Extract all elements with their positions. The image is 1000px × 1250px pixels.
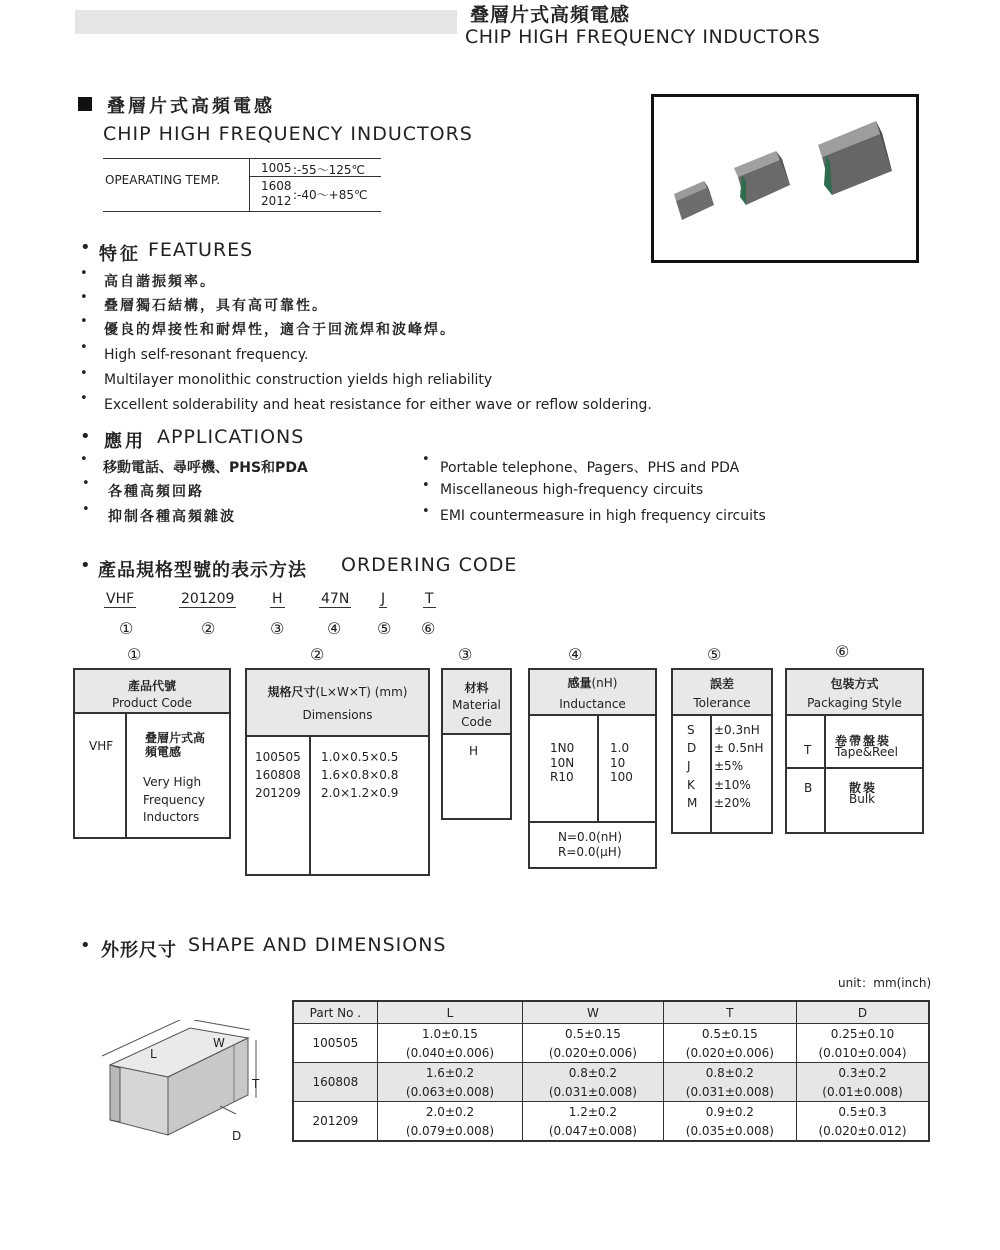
feature-item: Multilayer monolithic construction yields high reliability [104,372,493,388]
bullet-icon: • [82,476,90,491]
table-cell: 0.5±0.15 [523,1024,663,1044]
product-desc-en: Inductors [143,810,200,824]
features-heading-en: FEATURES [148,239,254,261]
temp-label: OPEARATING TEMP. [105,173,221,187]
packaging-cn: 卷帶盤裝 [835,734,892,748]
packaging-en: Bulk [849,792,876,806]
inductance-note: R=0.0(μH) [558,845,622,859]
code-number: ④ [327,619,342,638]
bullet-icon: • [82,502,90,517]
box-number: ③ [458,645,473,664]
table-row [293,1121,929,1141]
box-title-en: Material [452,697,501,712]
code-number: ① [119,619,134,638]
ordering-heading-en: ORDERING CODE [341,554,518,576]
inductance-code: 1N0 [550,741,575,755]
tolerance-code: J [687,759,691,773]
code-segment: 47N [321,591,350,607]
diagram-label-t: T [252,1077,260,1091]
bullet-icon: • [422,504,430,519]
table-cell: 2.0±0.2 [377,1102,522,1122]
temp-range-1: :-55～125℃ [293,163,366,177]
table-cell: 0.5±0.3 [797,1102,929,1122]
unit-label: unit：mm(inch) [838,976,932,990]
code-number: ② [201,619,216,638]
box-number: ② [310,645,325,664]
box-number: ⑥ [835,642,850,661]
code-number: ⑤ [377,619,392,638]
box-title-dims: (L×W×T) (mm) [315,685,408,699]
code-segment: VHF [106,591,135,607]
tolerance-value: ±10% [714,778,751,792]
header-title-en: CHIP HIGH FREQUENCY INDUCTORS [465,26,821,48]
column-header: T [663,1001,796,1024]
bullet-icon: • [80,366,88,381]
bullet-icon: • [80,426,91,447]
tolerance-code: S [687,723,695,737]
features-heading-cn: 特征 [99,244,141,265]
part-number: 100505 [293,1024,377,1063]
box-title-en: Packaging Style [807,695,902,710]
inductance-value: 10 [610,756,626,770]
table-cell: (0.063±0.008) [377,1082,522,1102]
feature-item: 叠層獨石結構，具有高可靠性。 [104,298,328,314]
table-row [293,1082,929,1102]
bullet-icon: • [422,478,430,493]
square-bullet-icon [78,97,92,111]
packaging-code: T [804,743,812,757]
box-title-cn: 感量 [567,676,592,690]
dim-size: 2.0×1.2×0.9 [321,786,399,800]
box-title-cn: 規格尺寸 [267,685,316,699]
code-segment: H [272,591,283,607]
material-box [441,668,512,820]
material-code: H [469,744,479,758]
dimensions-header-row [293,1001,929,1024]
bullet-icon: • [80,266,88,281]
bullet-icon: • [80,290,88,305]
table-cell: 1.0±0.15 [377,1024,522,1044]
tolerance-box [671,668,773,834]
shape-heading-en: SHAPE AND DIMENSIONS [188,934,447,956]
diagram-label-l: L [150,1047,157,1061]
app-item-en: Portable telephone、Pagers、PHS and PDA [440,460,740,476]
feature-item: 優良的焊接性和耐焊性，適合于回流焊和波峰焊。 [104,322,456,338]
table-cell: 1.6±0.2 [377,1063,522,1083]
box-title-unit: (nH) [591,676,618,690]
table-row [293,1043,929,1063]
table-cell: (0.020±0.012) [797,1121,929,1141]
box-title-cn: 產品代號 [127,679,176,693]
feature-item: High self-resonant frequency. [104,347,309,363]
box-title-en: Inductance [559,696,626,711]
feature-item: Excellent solderability and heat resistance for either wave or reflow soldering. [104,397,652,413]
table-cell: 1.2±0.2 [523,1102,663,1122]
app-item-en: Miscellaneous high-frequency circuits [440,482,704,498]
table-cell: (0.020±0.006) [663,1043,796,1063]
dimensions-box [245,668,430,876]
box-title-cn: 包裝方式 [830,677,879,691]
code-number: ⑥ [421,619,436,638]
inductance-code: R10 [550,770,574,784]
shape-heading-cn: 外形尺寸 [101,940,177,961]
section-title-en: CHIP HIGH FREQUENCY INDUCTORS [103,123,473,145]
box-title-en: Tolerance [693,695,751,710]
bullet-icon: • [80,340,88,355]
bullet-icon: • [80,555,91,576]
bullet-icon: • [80,452,88,467]
temp-size-1608: 1608 [261,179,292,193]
table-cell: (0.020±0.006) [523,1043,663,1063]
bullet-icon: • [422,452,430,467]
box-title-en: Product Code [111,695,193,710]
ordering-heading-cn: 產品規格型號的表示方法 [98,560,307,581]
chip-inductors-image [654,97,916,260]
table-cell: 0.3±0.2 [797,1063,929,1083]
table-cell: (0.035±0.008) [663,1121,796,1141]
tolerance-value: ± 0.5nH [714,741,764,755]
box-title-en: Code [461,714,492,729]
inductance-note: N=0.0(nH) [558,830,623,844]
header-title-cn: 叠層片式高頻電感 [470,4,631,26]
header-bar [75,10,457,34]
part-number: 160808 [293,1063,377,1102]
table-cell: (0.079±0.008) [377,1121,522,1141]
section-title-cn: 叠層片式高頻電感 [107,96,275,117]
product-desc-en: Very High [143,775,202,789]
table-cell: (0.031±0.008) [663,1082,796,1102]
code-number: ③ [270,619,285,638]
inductance-value: 100 [610,770,633,784]
column-header: W [523,1001,663,1024]
code-segment: J [381,591,386,607]
product-code-value: VHF [89,739,114,753]
table-cell: 0.25±0.10 [797,1024,929,1044]
diagram-label-d: D [232,1129,242,1143]
box-number: ⑤ [707,645,722,664]
dim-size: 1.0×0.5×0.5 [321,750,399,764]
temp-size-2012: 2012 [261,194,292,208]
table-cell: (0.01±0.008) [797,1082,929,1102]
temp-range-2: :-40～+85℃ [293,188,368,202]
app-item-cn: 各種高頻回路 [108,484,204,500]
dim-code: 201209 [255,786,301,800]
diagram-label-w: W [213,1036,225,1050]
table-cell: (0.040±0.006) [377,1043,522,1063]
inductance-value: 1.0 [610,741,630,755]
bullet-icon: • [80,391,88,406]
tolerance-code: D [687,741,697,755]
box-title-cn: 誤差 [709,677,734,691]
table-cell: 0.5±0.15 [663,1024,796,1044]
applications-heading-en: APPLICATIONS [157,426,305,448]
product-photo [651,94,919,263]
packaging-en: Tape&Reel [835,745,898,759]
dim-code: 160808 [255,768,301,782]
temp-table [103,158,381,212]
packaging-code: B [804,781,813,795]
table-row [293,1063,929,1083]
dim-code: 100505 [255,750,301,764]
bullet-icon: • [80,314,88,329]
inductance-code: 10N [550,756,575,770]
code-segment: 201209 [181,591,235,607]
packaging-cn: 散裝 [849,781,878,795]
product-code-box [73,668,231,839]
box-title-cn: 材料 [464,681,489,695]
table-cell: (0.031±0.008) [523,1082,663,1102]
bullet-icon: • [80,935,91,956]
box-number: ① [127,645,142,664]
temp-divider [249,159,250,211]
packaging-box [785,668,924,834]
bullet-icon: • [80,237,91,258]
applications-heading-cn: 應用 [104,431,146,452]
dim-size: 1.6×0.8×0.8 [321,768,399,782]
product-desc-cn: 叠層片式高頻電感 [145,731,206,759]
inductance-box [528,668,657,869]
table-cell: (0.010±0.004) [797,1043,929,1063]
part-number: 201209 [293,1102,377,1142]
tolerance-value: ±0.3nH [714,723,760,737]
table-row [293,1024,929,1044]
tolerance-value: ±5% [714,759,744,773]
feature-item: 高自諧振頻率。 [104,274,216,290]
table-cell: 0.8±0.2 [523,1063,663,1083]
tolerance-value: ±20% [714,796,751,810]
app-item-cn: 移動電話、尋呼機、PHS和PDA [103,460,308,476]
app-item-en: EMI countermeasure in high frequency circuits [440,508,766,524]
product-desc-en: Frequency [143,793,205,807]
code-segment: T [425,591,434,607]
tolerance-code: K [687,778,695,792]
table-row [293,1102,929,1122]
box-number: ④ [568,645,583,664]
temp-size-1005: 1005 [261,161,292,175]
app-item-cn: 抑制各種高頻雜波 [108,509,236,525]
column-header: Part No . [293,1001,377,1024]
table-cell: (0.047±0.008) [523,1121,663,1141]
dimensions-table [292,1000,930,1142]
column-header: L [377,1001,522,1024]
column-header: D [797,1001,929,1024]
table-cell: 0.9±0.2 [663,1102,796,1122]
box-title-en: Dimensions [302,707,373,722]
table-cell: 0.8±0.2 [663,1063,796,1083]
tolerance-code: M [687,796,698,810]
